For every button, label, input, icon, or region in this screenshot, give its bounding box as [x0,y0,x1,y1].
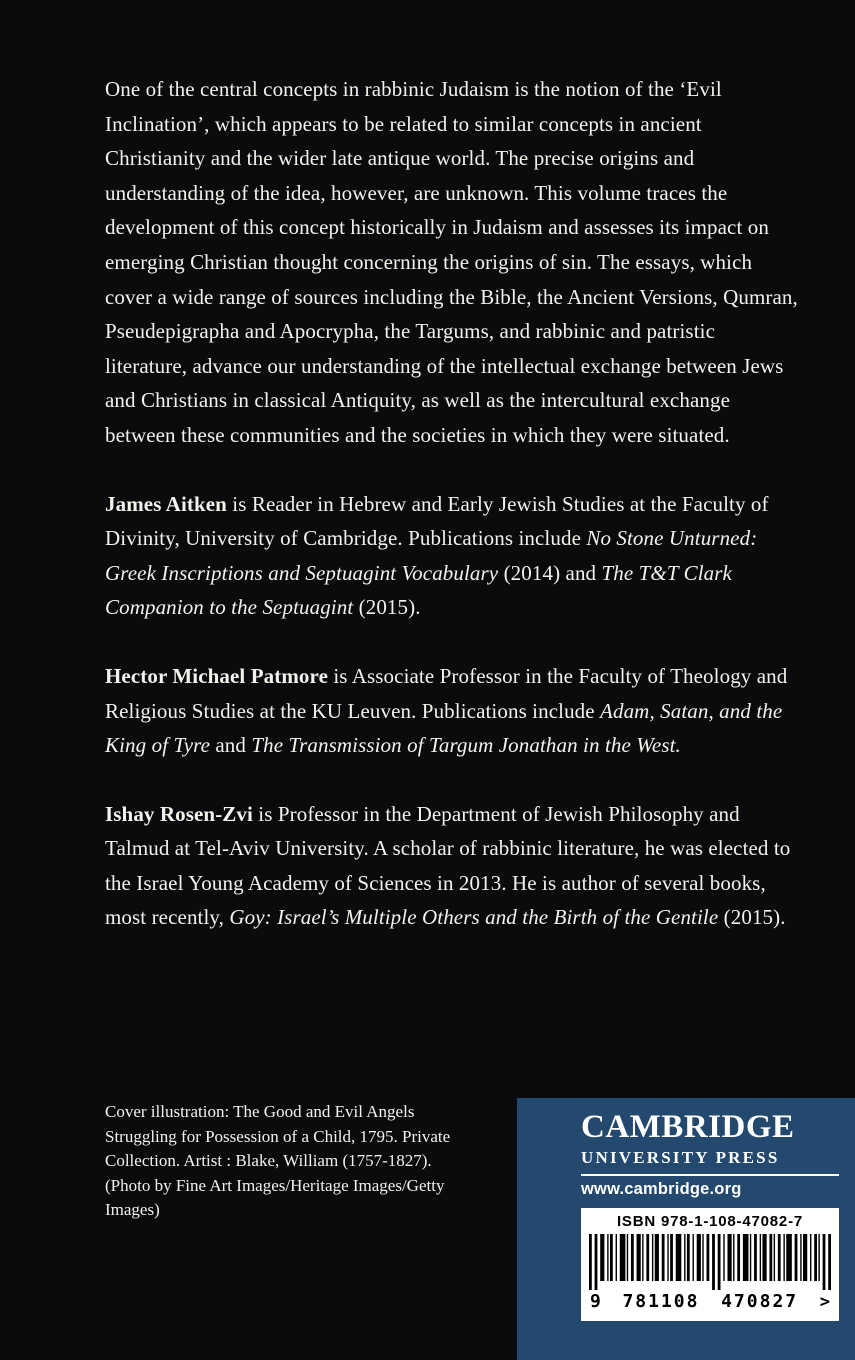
text-run: (2015). [353,595,421,620]
isbn-label: ISBN 978-1-108-47082-7 [616,1212,804,1230]
divider [581,1174,839,1176]
text-run: James Aitken [105,491,227,516]
text-run: (2014) and [498,560,602,585]
text-run: One of the central concepts in rabbinic Judaism is the notion of the ‘Evil Inclination’, which appears to be related to similar concepts in ancient Christianity and the wider late antique world. The precise origins and understanding of the idea, however, are unknown. This volume traces the development of this concept historically in Judaism and assesses its impact on emerging Christian thought concerning the origins of sin. The essays, which cover a wide range of sources including the Bible, the Ancient Versions, Qumran, Pseudepigrapha and Apocrypha, the Targums, and rabbinic and patristic literature, advance our understanding of the intellectual exchange between Jews and Christians in classical Antiquity, as well as the intercultural exchange between these communities and the societies in which they were situated. [105,77,798,447]
cover-illustration-credit: Cover illustration: The Good and Evil Angels Struggling for Possession of a Child, 1795. Private Collection. Artist : Blake, William (1757-1827). (Photo by Fine Art Images/Heritage Images/Getty Images) [105,1102,451,1219]
text-run: Hector Michael Patmore [105,663,328,688]
text-run: and [210,733,252,758]
text-run: (2015). [718,905,786,930]
blurb [105,72,800,969]
publisher-tagline: UNIVERSITY PRESS [581,1147,780,1167]
barcode-digit-leading: 9 [590,1290,601,1312]
barcode-digits [589,1291,831,1312]
publisher-block [517,1098,855,1360]
text-run: is Associate Professor in the Faculty of Theology and Religious Studies at the KU Leuven. Publications include [105,663,788,723]
publisher-website: www.cambridge.org [581,1179,742,1198]
synopsis [105,72,800,453]
text-run: Ishay Rosen-Zvi [105,801,253,826]
text-run: Adam, Satan, and the King of Tyre [105,698,783,758]
publisher-inner [581,1110,839,1321]
text-run: Goy: Israel’s Multiple Others and the Birth of the Gentile [229,905,719,930]
text-run: is Reader in Hebrew and Early Jewish Studies at the Faculty of Divinity, University of Cambridge. Publications include [105,491,769,551]
text-run: is Professor in the Department of Jewish Philosophy and Talmud at Tel-Aviv University. A scholar of rabbinic literature, he was elected to the Israel Young Academy of Sciences in 2013. He is author of several books, most recently, [105,801,791,930]
text-run: The Transmission of Targum Jonathan in the West. [251,733,681,758]
bio-ishay-rosen-zvi [105,797,800,935]
barcode-bars-icon [589,1234,831,1290]
isbn-barcode [581,1208,839,1321]
bio-hector-patmore [105,659,800,763]
text-run: The T&T Clark Companion to the Septuagint [105,560,732,620]
bio-james-aitken [105,487,800,625]
barcode-quiet-zone-mark: > [819,1291,830,1312]
text-run: No Stone Unturned: Greek Inscriptions and Septuagint Vocabulary [105,526,758,585]
publisher-name: CAMBRIDGE [581,1109,795,1145]
barcode-digit-group2: 470827 [721,1290,799,1312]
barcode-digit-group1: 781108 [622,1290,700,1312]
